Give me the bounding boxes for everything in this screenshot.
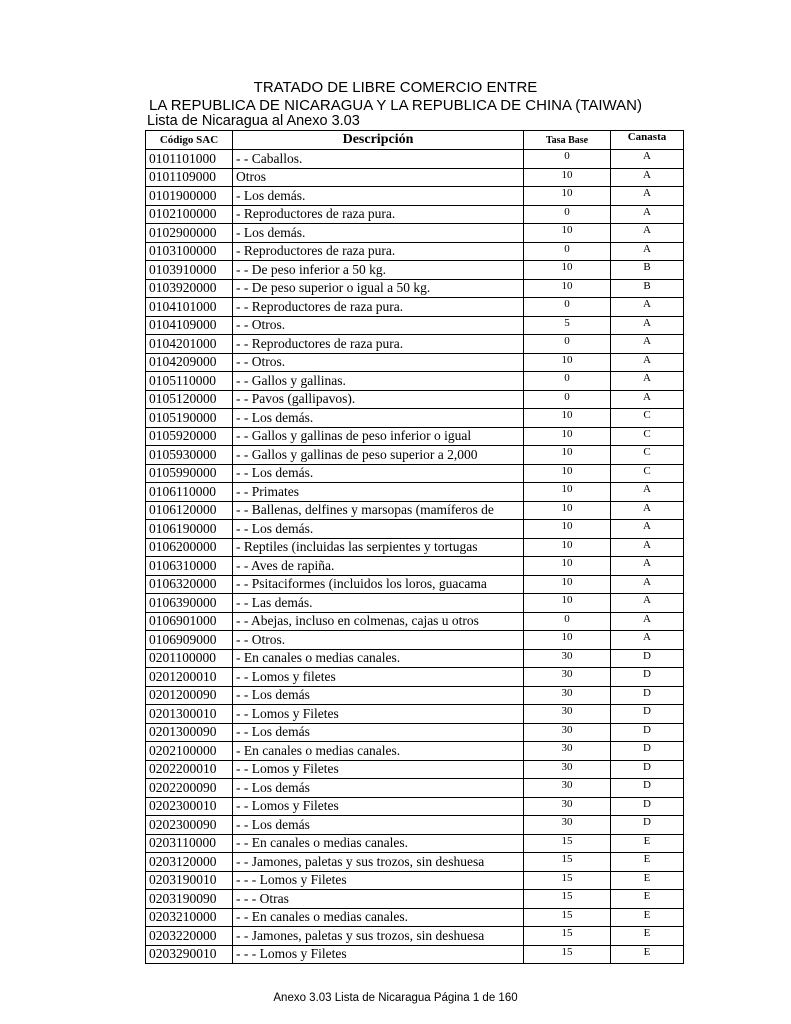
row-category: A	[611, 316, 684, 335]
row-rate: 0	[524, 372, 611, 391]
row-category: E	[611, 834, 684, 853]
row-rate: 10	[524, 409, 611, 428]
row-description: - - Jamones, paletas y sus trozos, sin deshuesa	[233, 853, 524, 872]
table-body	[146, 150, 684, 964]
column-header-description: Descripción	[233, 131, 524, 150]
row-category: A	[611, 224, 684, 243]
row-code: 0103920000	[146, 279, 233, 298]
row-category: C	[611, 464, 684, 483]
row-code: 0104201000	[146, 335, 233, 354]
row-code: 0203190010	[146, 871, 233, 890]
row-rate: 30	[524, 816, 611, 835]
table-row	[146, 742, 684, 761]
row-description: - - Abejas, incluso en colmenas, cajas u otros	[233, 612, 524, 631]
table-row	[146, 945, 684, 964]
row-description: - - Reproductores de raza pura.	[233, 335, 524, 354]
row-code: 0101900000	[146, 187, 233, 206]
row-category: D	[611, 779, 684, 798]
row-rate: 30	[524, 686, 611, 705]
row-description: - - Los demás	[233, 686, 524, 705]
table-row	[146, 575, 684, 594]
row-rate: 15	[524, 871, 611, 890]
row-code: 0203190090	[146, 890, 233, 909]
table-row	[146, 335, 684, 354]
row-code: 0201100000	[146, 649, 233, 668]
table-row	[146, 483, 684, 502]
table-row	[146, 279, 684, 298]
table-header-row	[146, 131, 684, 150]
row-category: E	[611, 927, 684, 946]
column-header-code: Código SAC	[146, 131, 233, 150]
row-category: A	[611, 483, 684, 502]
column-header-category: Canasta	[611, 131, 684, 150]
table-row	[146, 372, 684, 391]
row-rate: 10	[524, 575, 611, 594]
row-category: A	[611, 187, 684, 206]
table-row	[146, 649, 684, 668]
row-code: 0202200010	[146, 760, 233, 779]
row-category: B	[611, 279, 684, 298]
row-category: D	[611, 816, 684, 835]
row-description: - - Jamones, paletas y sus trozos, sin deshuesa	[233, 927, 524, 946]
row-code: 0202200090	[146, 779, 233, 798]
row-code: 0106909000	[146, 631, 233, 650]
row-category: E	[611, 871, 684, 890]
row-code: 0106200000	[146, 538, 233, 557]
row-rate: 30	[524, 705, 611, 724]
table-row	[146, 427, 684, 446]
table-row	[146, 779, 684, 798]
row-code: 0106901000	[146, 612, 233, 631]
row-code: 0202300090	[146, 816, 233, 835]
table-row	[146, 871, 684, 890]
row-rate: 15	[524, 853, 611, 872]
row-category: A	[611, 390, 684, 409]
row-rate: 10	[524, 427, 611, 446]
row-category: A	[611, 205, 684, 224]
row-code: 0203290010	[146, 945, 233, 964]
row-rate: 0	[524, 390, 611, 409]
row-description: Otros	[233, 168, 524, 187]
row-description: - - Los demás	[233, 723, 524, 742]
row-code: 0202300010	[146, 797, 233, 816]
row-description: - - Pavos (gallipavos).	[233, 390, 524, 409]
row-category: A	[611, 557, 684, 576]
row-code: 0101109000	[146, 168, 233, 187]
table-row	[146, 760, 684, 779]
row-description: - - Gallos y gallinas de peso inferior o igual	[233, 427, 524, 446]
row-description: - - Otros.	[233, 631, 524, 650]
table-row	[146, 187, 684, 206]
row-code: 0105190000	[146, 409, 233, 428]
document-title-line1: TRATADO DE LIBRE COMERCIO ENTRE	[253, 79, 538, 96]
row-rate: 30	[524, 779, 611, 798]
table-row	[146, 723, 684, 742]
table-row	[146, 797, 684, 816]
table-row	[146, 538, 684, 557]
table-row	[146, 686, 684, 705]
row-category: C	[611, 427, 684, 446]
table-row	[146, 834, 684, 853]
row-rate: 0	[524, 150, 611, 169]
row-rate: 30	[524, 797, 611, 816]
row-description: - - Lomos y Filetes	[233, 760, 524, 779]
row-category: A	[611, 150, 684, 169]
row-code: 0201300010	[146, 705, 233, 724]
row-description: - - Lomos y Filetes	[233, 705, 524, 724]
row-code: 0104101000	[146, 298, 233, 317]
row-category: D	[611, 686, 684, 705]
column-header-rate: Tasa Base	[524, 131, 611, 150]
row-description: - - Gallos y gallinas.	[233, 372, 524, 391]
row-rate: 10	[524, 187, 611, 206]
table-row	[146, 520, 684, 539]
row-category: A	[611, 538, 684, 557]
row-description: - - Los demás.	[233, 464, 524, 483]
row-description: - - Los demás.	[233, 409, 524, 428]
row-category: A	[611, 298, 684, 317]
row-rate: 0	[524, 612, 611, 631]
row-rate: 15	[524, 927, 611, 946]
row-rate: 30	[524, 760, 611, 779]
row-category: D	[611, 742, 684, 761]
row-rate: 15	[524, 890, 611, 909]
row-rate: 10	[524, 631, 611, 650]
row-description: - - - Otras	[233, 890, 524, 909]
table-row	[146, 224, 684, 243]
row-rate: 0	[524, 298, 611, 317]
row-code: 0101101000	[146, 150, 233, 169]
row-category: C	[611, 409, 684, 428]
row-code: 0103910000	[146, 261, 233, 280]
row-category: D	[611, 705, 684, 724]
row-description: - - - Lomos y Filetes	[233, 871, 524, 890]
row-code: 0106390000	[146, 594, 233, 613]
row-description: - - Primates	[233, 483, 524, 502]
row-code: 0202100000	[146, 742, 233, 761]
row-category: A	[611, 594, 684, 613]
table-row	[146, 353, 684, 372]
table-row	[146, 446, 684, 465]
row-code: 0203120000	[146, 853, 233, 872]
row-description: - - Lomos y Filetes	[233, 797, 524, 816]
table-row	[146, 409, 684, 428]
row-description: - Reptiles (incluidas las serpientes y tortugas	[233, 538, 524, 557]
document-title-line2: LA REPUBLICA DE NICARAGUA Y LA REPUBLICA DE CHINA (TAIWAN)	[149, 97, 642, 114]
row-category: E	[611, 853, 684, 872]
row-code: 0104109000	[146, 316, 233, 335]
row-code: 0106120000	[146, 501, 233, 520]
row-description: - - En canales o medias canales.	[233, 834, 524, 853]
row-rate: 10	[524, 446, 611, 465]
row-description: - Los demás.	[233, 187, 524, 206]
row-code: 0106110000	[146, 483, 233, 502]
row-category: A	[611, 575, 684, 594]
row-category: E	[611, 890, 684, 909]
row-category: A	[611, 353, 684, 372]
row-code: 0201200010	[146, 668, 233, 687]
row-category: E	[611, 945, 684, 964]
page-footer: Anexo 3.03 Lista de Nicaragua Página 1 de 160	[273, 992, 518, 1004]
table-row	[146, 261, 684, 280]
row-description: - - Los demás	[233, 816, 524, 835]
table-row	[146, 853, 684, 872]
row-category: C	[611, 446, 684, 465]
row-rate: 30	[524, 742, 611, 761]
row-description: - En canales o medias canales.	[233, 742, 524, 761]
row-description: - - De peso superior o igual a 50 kg.	[233, 279, 524, 298]
row-code: 0105990000	[146, 464, 233, 483]
row-description: - - - Lomos y Filetes	[233, 945, 524, 964]
row-code: 0203210000	[146, 908, 233, 927]
row-rate: 10	[524, 261, 611, 280]
table-row	[146, 557, 684, 576]
table-row	[146, 242, 684, 261]
row-rate: 30	[524, 723, 611, 742]
row-category: A	[611, 612, 684, 631]
table-row	[146, 205, 684, 224]
row-rate: 10	[524, 224, 611, 243]
row-code: 0201300090	[146, 723, 233, 742]
row-description: - Reproductores de raza pura.	[233, 242, 524, 261]
table-row	[146, 927, 684, 946]
document-subtitle: Lista de Nicaragua al Anexo 3.03	[147, 113, 360, 129]
row-category: A	[611, 501, 684, 520]
row-rate: 5	[524, 316, 611, 335]
row-rate: 30	[524, 668, 611, 687]
row-description: - - Otros.	[233, 316, 524, 335]
row-rate: 10	[524, 483, 611, 502]
table-row	[146, 168, 684, 187]
table-row	[146, 631, 684, 650]
row-description: - En canales o medias canales.	[233, 649, 524, 668]
row-description: - - Los demás.	[233, 520, 524, 539]
row-description: - Los demás.	[233, 224, 524, 243]
row-rate: 10	[524, 557, 611, 576]
row-description: - - Reproductores de raza pura.	[233, 298, 524, 317]
row-description: - - En canales o medias canales.	[233, 908, 524, 927]
row-rate: 30	[524, 649, 611, 668]
table-row	[146, 390, 684, 409]
row-description: - - Gallos y gallinas de peso superior a 2,000	[233, 446, 524, 465]
table-row	[146, 464, 684, 483]
row-code: 0103100000	[146, 242, 233, 261]
row-category: D	[611, 723, 684, 742]
row-category: A	[611, 520, 684, 539]
row-code: 0106190000	[146, 520, 233, 539]
row-rate: 15	[524, 945, 611, 964]
table-row	[146, 890, 684, 909]
row-code: 0203110000	[146, 834, 233, 853]
row-description: - - Las demás.	[233, 594, 524, 613]
row-rate: 10	[524, 353, 611, 372]
row-category: A	[611, 335, 684, 354]
row-rate: 0	[524, 242, 611, 261]
row-rate: 10	[524, 501, 611, 520]
row-rate: 10	[524, 594, 611, 613]
row-code: 0102100000	[146, 205, 233, 224]
row-code: 0104209000	[146, 353, 233, 372]
row-code: 0105920000	[146, 427, 233, 446]
row-rate: 10	[524, 279, 611, 298]
row-category: A	[611, 168, 684, 187]
row-description: - - Otros.	[233, 353, 524, 372]
table-row	[146, 150, 684, 169]
table-row	[146, 594, 684, 613]
row-code: 0201200090	[146, 686, 233, 705]
row-description: - - Aves de rapiña.	[233, 557, 524, 576]
row-code: 0102900000	[146, 224, 233, 243]
row-description: - - Caballos.	[233, 150, 524, 169]
table-row	[146, 298, 684, 317]
row-description: - - Psitaciformes (incluidos los loros, guacama	[233, 575, 524, 594]
table-row	[146, 668, 684, 687]
row-rate: 0	[524, 205, 611, 224]
row-code: 0106310000	[146, 557, 233, 576]
row-category: A	[611, 372, 684, 391]
row-category: D	[611, 797, 684, 816]
table-row	[146, 908, 684, 927]
row-code: 0105110000	[146, 372, 233, 391]
row-code: 0105930000	[146, 446, 233, 465]
row-category: D	[611, 760, 684, 779]
row-category: B	[611, 261, 684, 280]
row-code: 0105120000	[146, 390, 233, 409]
row-category: D	[611, 668, 684, 687]
row-category: A	[611, 631, 684, 650]
table-row	[146, 816, 684, 835]
row-rate: 10	[524, 464, 611, 483]
row-rate: 15	[524, 908, 611, 927]
row-rate: 15	[524, 834, 611, 853]
table-row	[146, 501, 684, 520]
table-row	[146, 705, 684, 724]
row-category: A	[611, 242, 684, 261]
row-rate: 10	[524, 520, 611, 539]
table-row	[146, 612, 684, 631]
row-description: - - Lomos y filetes	[233, 668, 524, 687]
row-rate: 10	[524, 538, 611, 557]
table-row	[146, 316, 684, 335]
row-description: - Reproductores de raza pura.	[233, 205, 524, 224]
row-rate: 0	[524, 335, 611, 354]
row-code: 0106320000	[146, 575, 233, 594]
row-description: - - Los demás	[233, 779, 524, 798]
row-code: 0203220000	[146, 927, 233, 946]
row-description: - - Ballenas, delfines y marsopas (mamíferos de	[233, 501, 524, 520]
row-description: - - De peso inferior a 50 kg.	[233, 261, 524, 280]
row-category: D	[611, 649, 684, 668]
tariff-table	[145, 130, 684, 964]
row-category: E	[611, 908, 684, 927]
row-rate: 10	[524, 168, 611, 187]
